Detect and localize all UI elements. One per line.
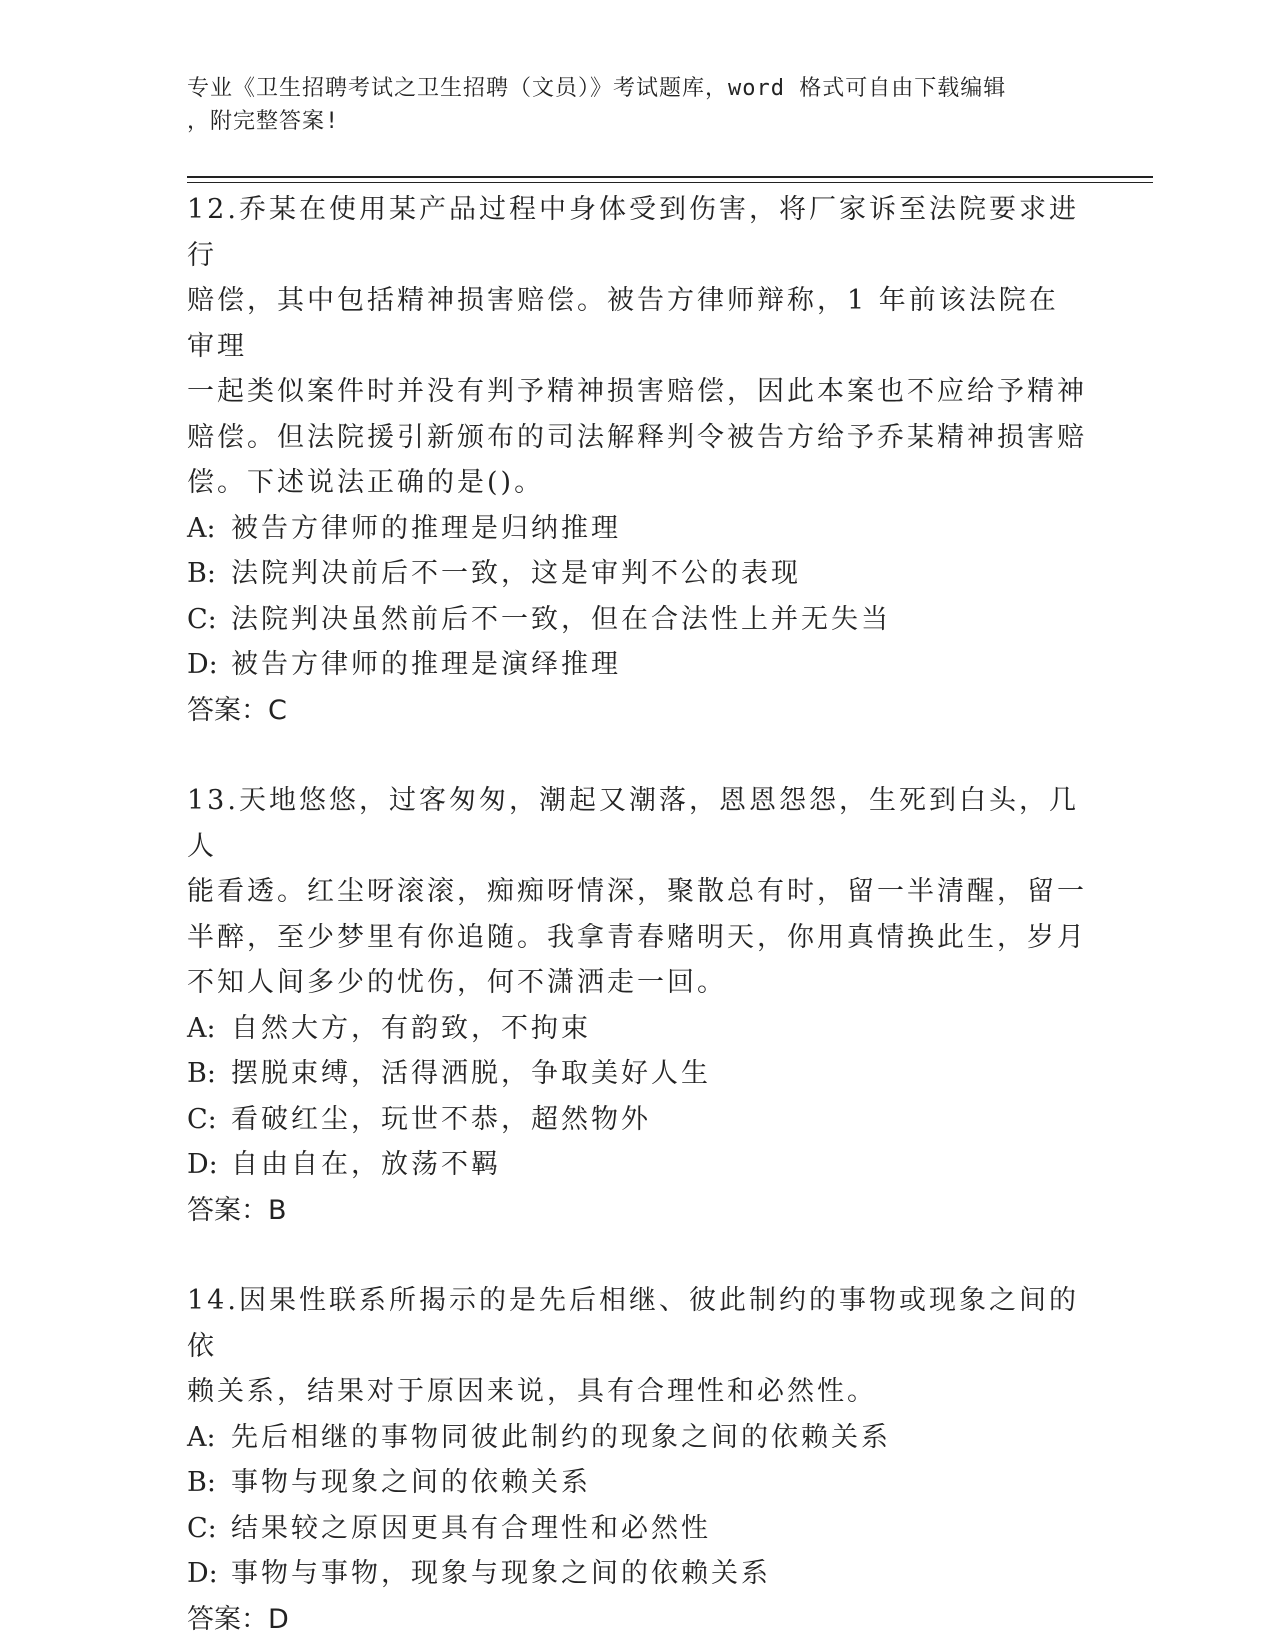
option-c bbox=[187, 597, 1087, 643]
document-header bbox=[187, 72, 1067, 138]
option-c bbox=[187, 1506, 1087, 1552]
option-b bbox=[187, 551, 1087, 597]
option-text: 事物与现象之间的依赖关系 bbox=[231, 1467, 591, 1498]
option-letter: A: bbox=[187, 1012, 216, 1044]
answer-line: 答案：C bbox=[187, 694, 287, 726]
option-letter: B: bbox=[187, 558, 216, 589]
question-line: 13.天地悠悠，过客匆匆，潮起又潮落，恩恩怨怨，生死到白头，几人 bbox=[187, 785, 1079, 862]
question-12 bbox=[187, 187, 1087, 733]
option-text: 法院判决虽然前后不一致，但在合法性上并无失当 bbox=[231, 603, 891, 635]
option-text: 法院判决前后不一致，这是审判不公的表现 bbox=[231, 558, 801, 589]
question-line: 偿。下述说法正确的是()。 bbox=[187, 467, 545, 498]
answer-line: 答案：B bbox=[187, 1194, 287, 1226]
header-divider-thin bbox=[187, 182, 1153, 183]
option-text: 自然大方，有韵致，不拘束 bbox=[231, 1012, 591, 1044]
option-text: 结果较之原因更具有合理性和必然性 bbox=[231, 1512, 711, 1544]
answer-line: 答案：D bbox=[187, 1603, 289, 1635]
option-a bbox=[187, 1415, 1087, 1461]
option-text: 先后相继的事物同彼此制约的现象之间的依赖关系 bbox=[231, 1421, 891, 1453]
option-letter: C: bbox=[187, 603, 217, 635]
question-13 bbox=[187, 778, 1087, 1233]
option-letter: A: bbox=[187, 1421, 216, 1453]
question-line: 能看透。红尘呀滚滚，痴痴呀情深，聚散总有时，留一半清醒，留一 bbox=[187, 876, 1087, 907]
option-letter: D: bbox=[187, 1558, 218, 1589]
option-letter: B: bbox=[187, 1467, 216, 1498]
option-text: 被告方律师的推理是演绎推理 bbox=[231, 649, 621, 680]
option-letter: C: bbox=[187, 1103, 217, 1135]
option-letter: D: bbox=[187, 649, 218, 680]
option-c bbox=[187, 1097, 1087, 1143]
question-line: 赔偿。但法院援引新颁布的司法解释判令被告方给予乔某精神损害赔 bbox=[187, 421, 1087, 453]
option-a bbox=[187, 1006, 1087, 1052]
header-line-2: ，附完整答案! bbox=[187, 109, 340, 134]
header-line-1: 专业《卫生招聘考试之卫生招聘（文员）》考试题库，word 格式可自由下载编辑 bbox=[187, 76, 1007, 101]
question-spacer bbox=[187, 733, 1087, 778]
option-text: 事物与事物，现象与现象之间的依赖关系 bbox=[231, 1558, 771, 1589]
option-b bbox=[187, 1051, 1087, 1097]
option-text: 自由自在，放荡不羁 bbox=[231, 1149, 501, 1180]
question-line: 赔偿，其中包括精神损害赔偿。被告方律师辩称，1 年前该法院在审理 bbox=[187, 285, 1059, 362]
question-line: 12.乔某在使用某产品过程中身体受到伤害，将厂家诉至法院要求进行 bbox=[187, 194, 1079, 271]
option-text: 被告方律师的推理是归纳推理 bbox=[231, 512, 621, 544]
header-divider-thick bbox=[187, 176, 1153, 178]
question-line: 不知人间多少的忧伤，何不潇洒走一回。 bbox=[187, 967, 727, 998]
option-d bbox=[187, 1142, 1087, 1188]
option-a bbox=[187, 506, 1087, 552]
option-d bbox=[187, 1551, 1087, 1597]
option-letter: B: bbox=[187, 1058, 216, 1089]
question-14 bbox=[187, 1278, 1087, 1642]
option-b bbox=[187, 1460, 1087, 1506]
question-line: 赖关系，结果对于原因来说，具有合理性和必然性。 bbox=[187, 1376, 877, 1407]
option-letter: D: bbox=[187, 1149, 218, 1180]
question-line: 14.因果性联系所揭示的是先后相继、彼此制约的事物或现象之间的依 bbox=[187, 1285, 1079, 1362]
question-line: 一起类似案件时并没有判予精神损害赔偿，因此本案也不应给予精神 bbox=[187, 376, 1087, 407]
option-d bbox=[187, 642, 1087, 688]
question-list bbox=[187, 187, 1087, 1642]
option-text: 摆脱束缚，活得洒脱，争取美好人生 bbox=[231, 1058, 711, 1089]
option-letter: C: bbox=[187, 1512, 217, 1544]
option-text: 看破红尘，玩世不恭，超然物外 bbox=[231, 1103, 651, 1135]
question-spacer bbox=[187, 1233, 1087, 1278]
question-line: 半醉，至少梦里有你追随。我拿青春赌明天，你用真情换此生，岁月 bbox=[187, 921, 1087, 953]
option-letter: A: bbox=[187, 512, 216, 544]
